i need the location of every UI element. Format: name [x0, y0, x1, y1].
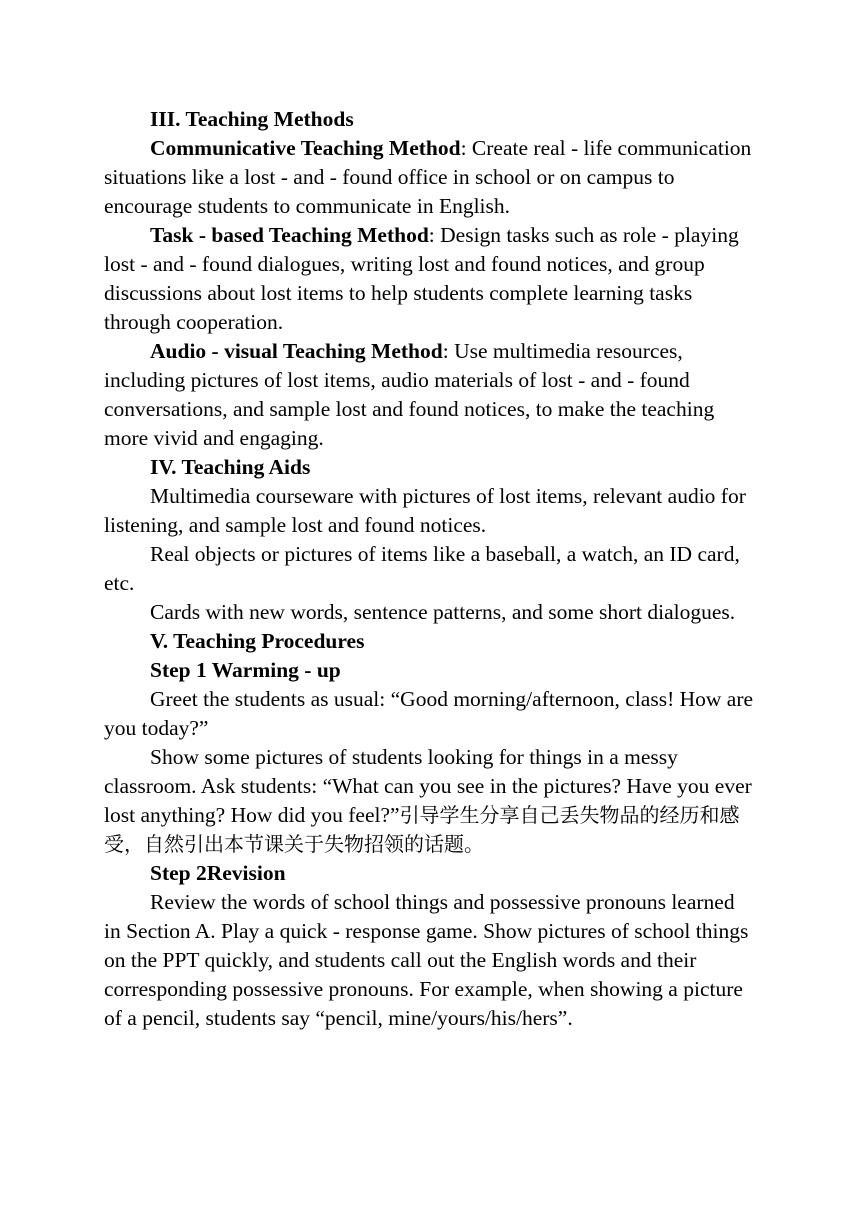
step-heading-warming-up: Step 1 Warming - up — [150, 658, 341, 682]
text-show-pictures-english: Show some pictures of students looking for things in a messy classroom. Ask students: “What can you see in the pictures? Have you ever lost anything? How did you feel?” — [104, 745, 752, 827]
teaching-aid-item: Real objects or pictures of items like a baseball, a watch, an ID card, etc. — [104, 542, 740, 595]
teaching-aid-item: Cards with new words, sentence patterns, and some short dialogues. — [150, 600, 736, 624]
paragraph-show-pictures — [104, 743, 754, 859]
text-audio-visual-method: : Use multimedia resources, including pictures of lost items, audio materials of lost - and - found conversations, and sample lost and found notices, to make the teaching more vivid and engaging. — [104, 339, 715, 450]
paragraph-communicative-method — [104, 134, 754, 221]
term-communicative-method: Communicative Teaching Method — [150, 136, 461, 160]
paragraph-task-method — [104, 221, 754, 337]
document-page — [104, 105, 754, 1033]
term-task-method: Task - based Teaching Method — [150, 223, 429, 247]
text-show-pictures-chinese: 引导学生分享自己丢失物品的经历和感受，自然引出本节课关于失物招领的话题。 — [104, 803, 740, 856]
text-communicative-method: : Create real - life communication situations like a lost - and - found office in school or on campus to encourage students to communicate in English. — [104, 136, 752, 218]
section-heading-teaching-procedures: V. Teaching Procedures — [150, 629, 365, 653]
paragraph-revision: Review the words of school things and possessive pronouns learned in Section A. Play a quick - response game. Show pictures of school things on the PPT quickly, and students call out the English words and their corresponding possessive pronouns. For example, when showing a picture of a pencil, students say “pencil, mine/yours/his/hers”. — [104, 890, 749, 1030]
step-heading-revision: Step 2Revision — [150, 861, 286, 885]
text-task-method: : Design tasks such as role - playing lost - and - found dialogues, writing lost and found notices, and group discussions about lost items to help students complete learning tasks through cooperation. — [104, 223, 739, 334]
section-heading-teaching-aids: IV. Teaching Aids — [150, 455, 311, 479]
teaching-aid-item: Multimedia courseware with pictures of lost items, relevant audio for listening, and sample lost and found notices. — [104, 484, 746, 537]
section-heading-teaching-methods: III. Teaching Methods — [150, 107, 354, 131]
paragraph-audio-visual-method — [104, 337, 754, 453]
paragraph-greeting: Greet the students as usual: “Good morning/afternoon, class! How are you today?” — [104, 687, 754, 740]
term-audio-visual-method: Audio - visual Teaching Method — [150, 339, 443, 363]
